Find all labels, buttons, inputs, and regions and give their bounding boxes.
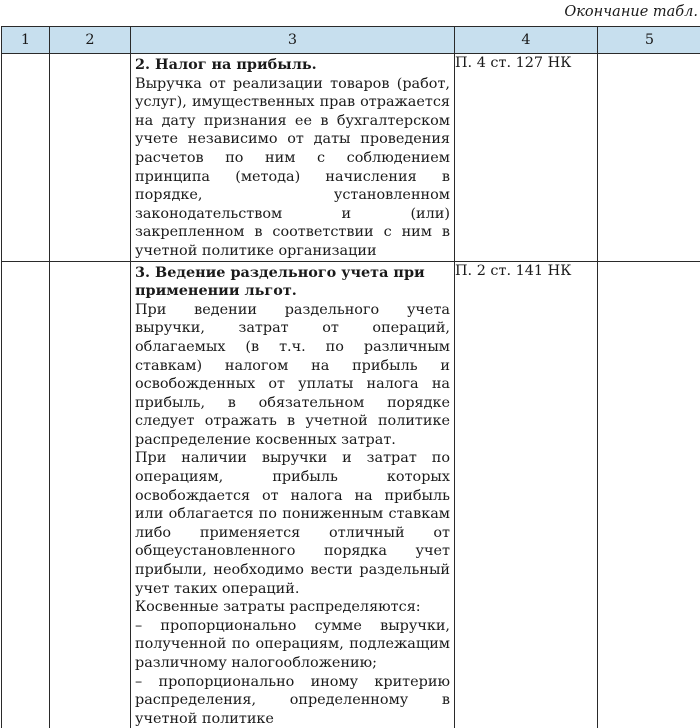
column-header-1: 1 <box>2 27 50 54</box>
content-cell <box>131 261 455 728</box>
paragraph: При ведении раздельного учета выручки, затрат от операций, облагаемых (в т.ч. по различным ставкам) налогом на прибыль и освобожденных от уплаты налога на прибыль, в обязательном порядке следует отражать в учетной политике распределение косвенных затрат. <box>135 301 450 450</box>
cell-col1 <box>2 261 50 728</box>
column-header-2: 2 <box>50 27 131 54</box>
table-row <box>2 54 700 262</box>
cell-col5 <box>598 261 700 728</box>
cell-col2 <box>50 261 131 728</box>
list-item: – пропорционально иному критерию распределения, определенному в учетной политике <box>135 673 450 728</box>
cell-col1 <box>2 54 50 262</box>
section-title: 2. Налог на прибыль. <box>135 56 450 75</box>
document-table <box>1 26 700 728</box>
paragraph: Косвенные затраты распределяются: <box>135 598 450 617</box>
column-header-4: 4 <box>455 27 598 54</box>
column-header-3: 3 <box>131 27 455 54</box>
paragraph: При наличии выручки и затрат по операциям, прибыль которых освобождается от налога на прибыль или облагается по пониженным ставкам либо применяется отличный от общеустановленного порядка учет прибыли, необходимо вести раздельный учет таких операций. <box>135 449 450 598</box>
paragraph: Выручка от реализации товаров (работ, услуг), имущественных прав отражается на дату признания ее в бухгалтерском учете независимо от даты проведения расчетов по ним с соблюдением принципа (метода) начисления в порядке, установленном законодательством и (или) закрепленном в соответствии с ним в учетной политике организации <box>135 75 450 261</box>
table-row <box>2 261 700 728</box>
reference-cell: П. 4 ст. 127 НК <box>455 54 598 262</box>
content-cell <box>131 54 455 262</box>
section-title: 3. Ведение раздельного учета при применении льгот. <box>135 264 450 301</box>
table-caption: Окончание табл. <box>564 4 698 20</box>
cell-col2 <box>50 54 131 262</box>
list-item: – пропорционально сумме выручки, полученной по операциям, подлежащим различному налогообложению; <box>135 617 450 673</box>
cell-col5 <box>598 54 700 262</box>
column-header-5: 5 <box>598 27 700 54</box>
header-row <box>2 27 700 54</box>
reference-cell: П. 2 ст. 141 НК <box>455 261 598 728</box>
